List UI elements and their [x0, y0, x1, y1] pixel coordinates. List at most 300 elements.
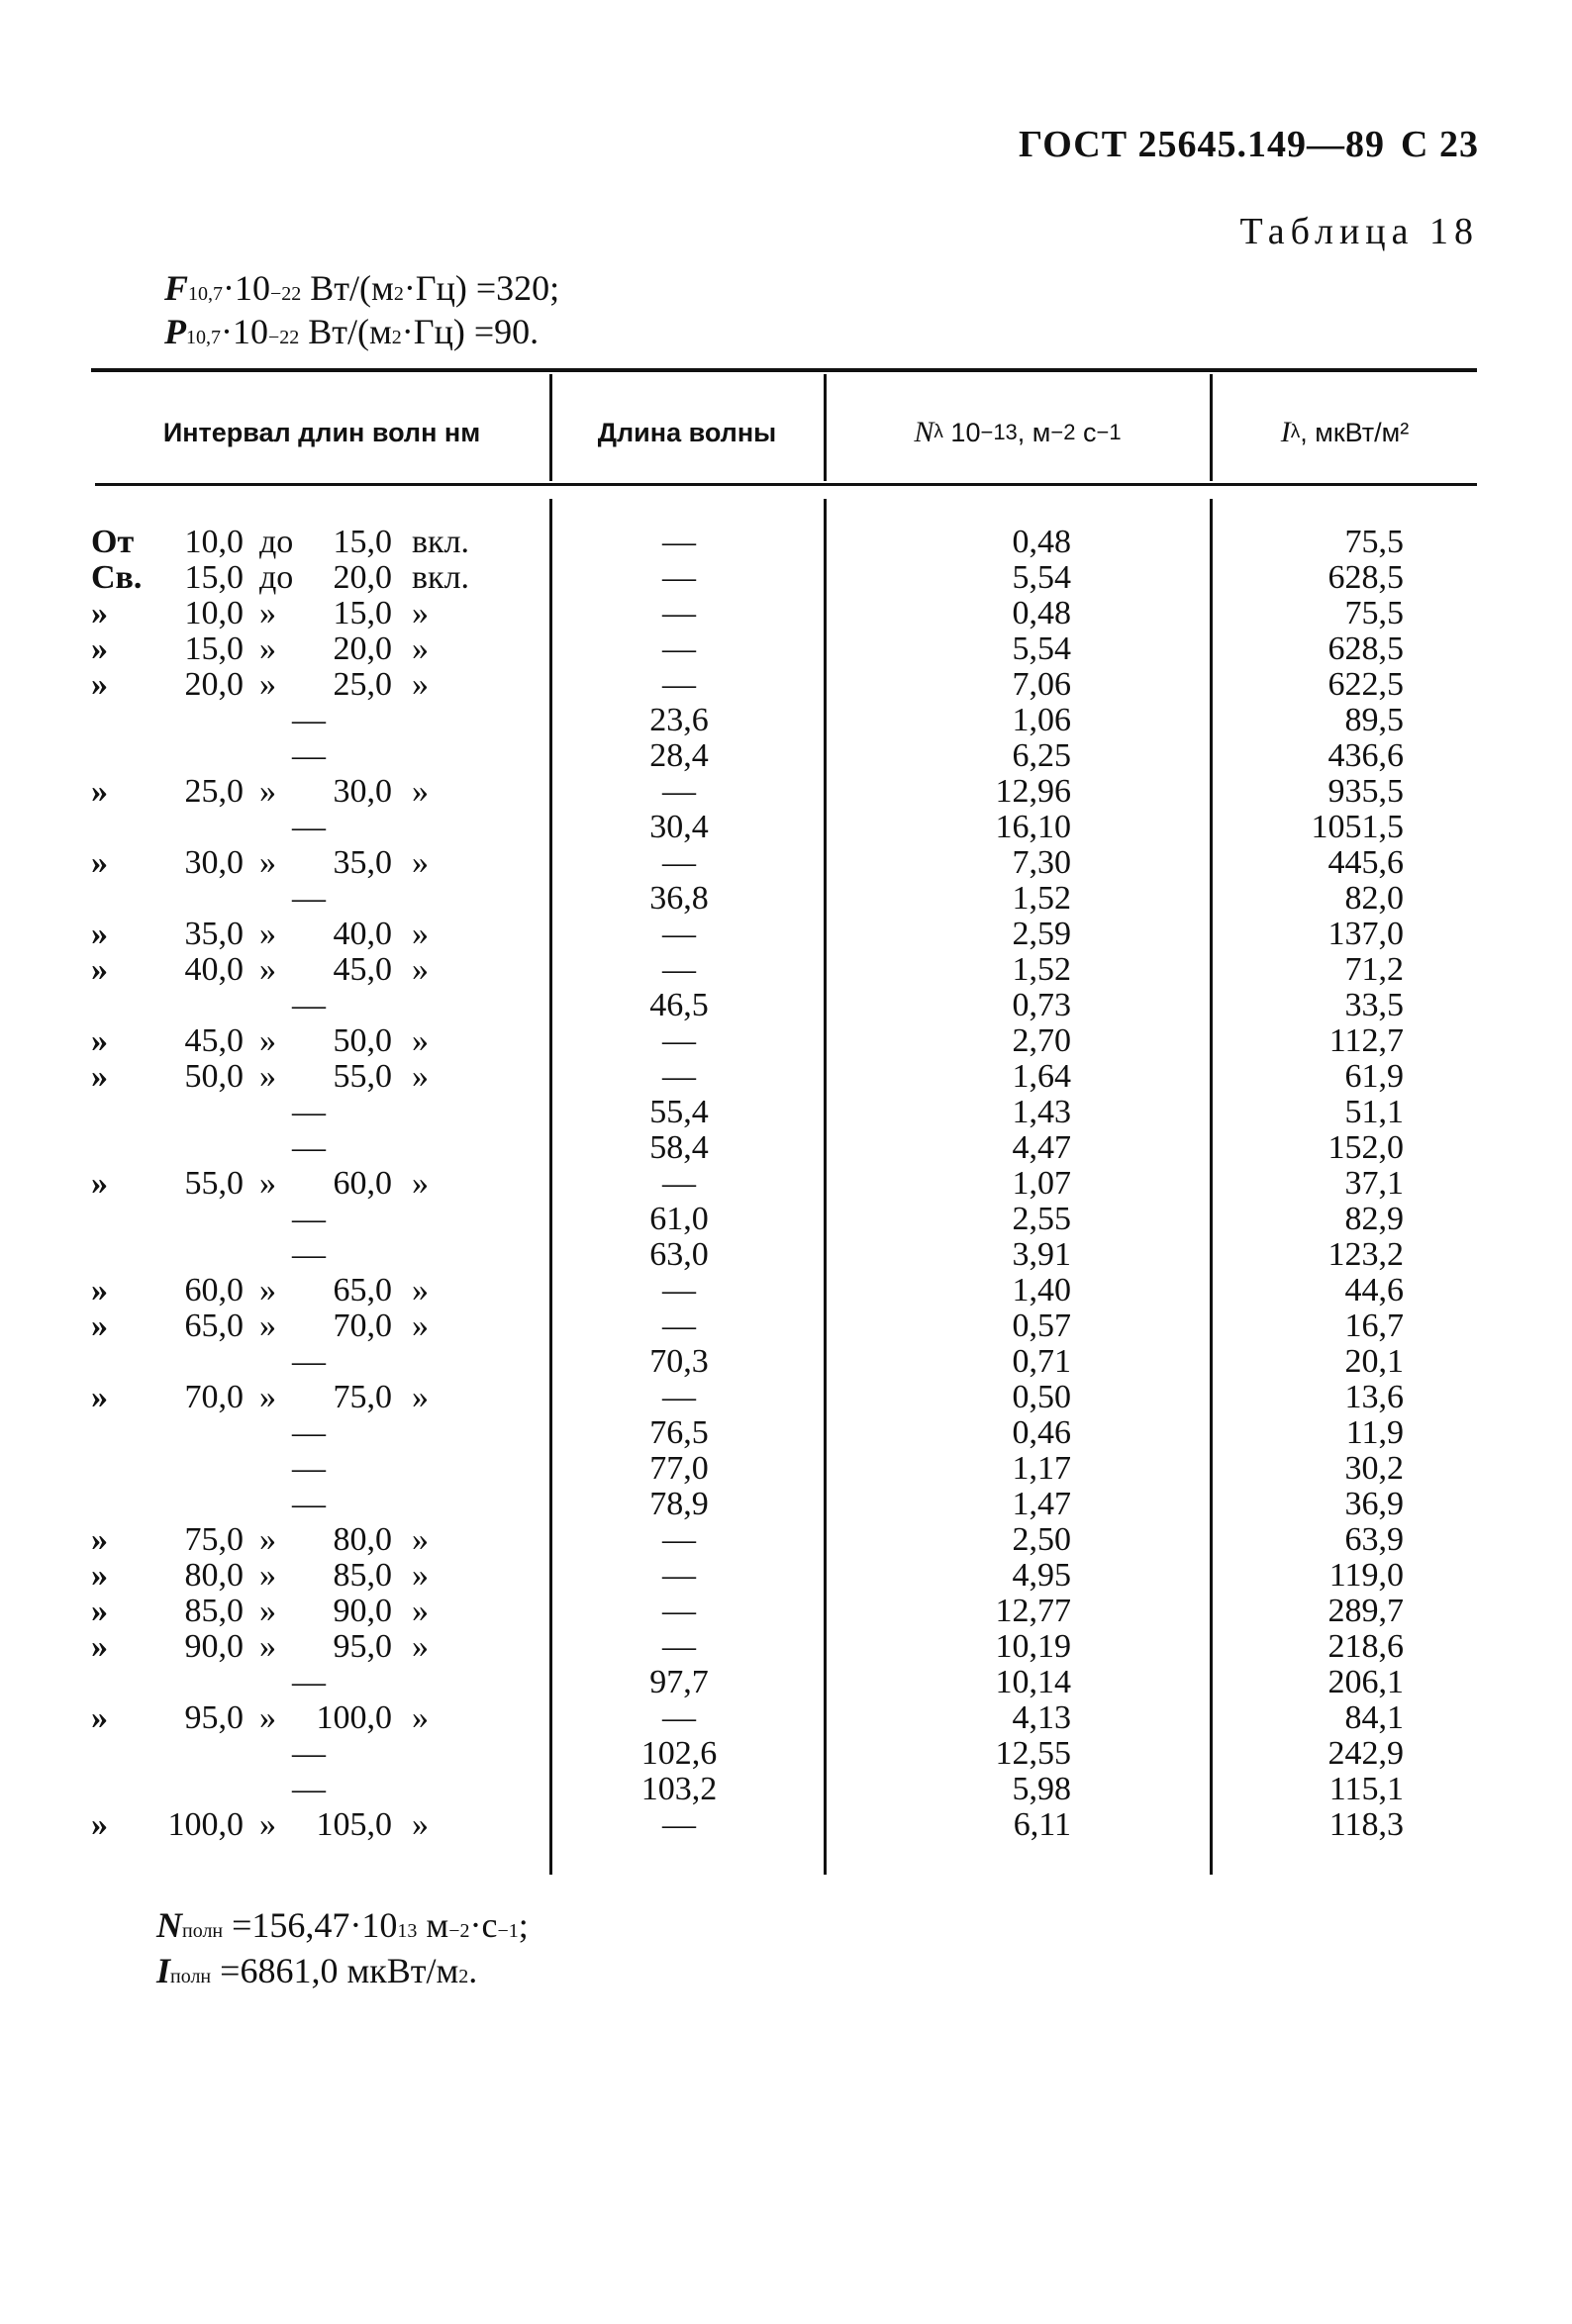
- total-n-unit-exp: −2: [448, 1920, 470, 1942]
- intensity-cell: 33,5: [1344, 987, 1404, 1023]
- total-flux-line: [156, 1905, 529, 1951]
- photon-flux-cell: 1,06: [1012, 702, 1071, 738]
- interval-to: 15,0: [333, 524, 392, 560]
- table-row: [0, 1344, 1572, 1380]
- wavelength-cell: 30,4: [649, 809, 709, 845]
- interval-dash: —: [292, 1129, 326, 1166]
- f-mult: ·10: [223, 268, 271, 308]
- interval-dash: —: [292, 1664, 326, 1700]
- photon-flux-cell: 12,96: [995, 773, 1071, 810]
- intensity-cell: 115,1: [1328, 1771, 1404, 1807]
- wavelength-cell: —: [662, 1379, 696, 1415]
- f-subscript: 10,7: [188, 283, 224, 305]
- total-n-tail: ;: [518, 1905, 529, 1945]
- interval-connector: »: [259, 666, 276, 703]
- interval-suffix: »: [412, 1022, 429, 1059]
- intensity-cell: 30,2: [1344, 1450, 1404, 1487]
- table-row: [0, 560, 1572, 596]
- interval-prefix: »: [91, 844, 108, 881]
- header-wavelength: Длина волны: [597, 417, 777, 447]
- standard-number: ГОСТ 25645.149—89: [1019, 124, 1386, 165]
- wavelength-cell: —: [662, 773, 696, 810]
- wavelength-cell: —: [662, 844, 696, 881]
- photon-flux-cell: 10,14: [995, 1664, 1071, 1700]
- wavelength-cell: 55,4: [649, 1094, 709, 1130]
- interval-to: 90,0: [333, 1593, 392, 1629]
- table-row: [0, 1594, 1572, 1629]
- photon-flux-cell: 7,30: [1012, 844, 1071, 881]
- page-number: С 23: [1401, 124, 1479, 165]
- i-subscript: λ: [1290, 422, 1301, 442]
- p-subscript: 10,7: [186, 327, 221, 348]
- interval-suffix: »: [412, 1806, 429, 1843]
- interval-connector: »: [259, 595, 276, 631]
- wavelength-cell: —: [662, 559, 696, 596]
- interval-to: 95,0: [333, 1628, 392, 1665]
- table-row: [0, 774, 1572, 810]
- intensity-cell: 628,5: [1327, 630, 1404, 667]
- interval-dash: —: [292, 1201, 326, 1237]
- interval-dash: —: [292, 1735, 326, 1772]
- interval-suffix: »: [412, 1272, 429, 1308]
- interval-prefix: »: [91, 1307, 108, 1344]
- interval-connector: до: [259, 559, 294, 596]
- interval-suffix: »: [412, 1593, 429, 1629]
- interval-prefix: »: [91, 1272, 108, 1308]
- interval-dash: —: [292, 1486, 326, 1522]
- interval-connector: до: [259, 524, 294, 560]
- table-row: [0, 525, 1572, 560]
- interval-from: 25,0: [184, 773, 244, 810]
- n-rest: 10: [942, 417, 981, 447]
- interval-dash: —: [292, 702, 326, 738]
- table-row: [0, 1522, 1572, 1558]
- table-row: [0, 881, 1572, 917]
- interval-connector: »: [259, 844, 276, 881]
- wavelength-cell: —: [662, 1699, 696, 1736]
- photon-flux-cell: 10,19: [995, 1628, 1071, 1665]
- i-symbol: I: [1280, 416, 1291, 448]
- interval-suffix: »: [412, 844, 429, 881]
- photon-flux-cell: 2,70: [1012, 1022, 1071, 1059]
- header-interval: Интервал длин волн нм: [162, 417, 481, 447]
- wavelength-cell: —: [662, 1058, 696, 1095]
- f-unit-exp: 2: [393, 283, 404, 305]
- interval-dash: —: [292, 1450, 326, 1487]
- interval-from: 65,0: [184, 1307, 244, 1344]
- interval-prefix: »: [91, 1806, 108, 1843]
- n-subscript: λ: [933, 422, 943, 442]
- interval-from: 90,0: [184, 1628, 244, 1665]
- table-row: [0, 917, 1572, 952]
- wavelength-cell: —: [662, 595, 696, 631]
- wavelength-cell: 70,3: [649, 1343, 709, 1380]
- table-row: [0, 1023, 1572, 1059]
- n-unit2: с: [1075, 417, 1097, 447]
- total-n-subscript: полн: [182, 1920, 224, 1942]
- n-unit: , м: [1017, 417, 1051, 447]
- intensity-cell: 63,9: [1344, 1521, 1404, 1558]
- interval-prefix: »: [91, 773, 108, 810]
- table-row: [0, 1202, 1572, 1237]
- table-row: [0, 1166, 1572, 1202]
- photon-flux-cell: 1,07: [1012, 1165, 1071, 1202]
- photon-flux-cell: 6,25: [1012, 737, 1071, 774]
- intensity-cell: 37,1: [1344, 1165, 1404, 1202]
- table-row: [0, 1558, 1572, 1594]
- interval-to: 60,0: [333, 1165, 392, 1202]
- interval-suffix: »: [412, 1699, 429, 1736]
- wavelength-cell: 58,4: [649, 1129, 709, 1166]
- interval-to: 50,0: [333, 1022, 392, 1059]
- n-symbol: N: [914, 416, 934, 448]
- interval-dash: —: [292, 1236, 326, 1273]
- table-caption: Таблица 18: [1239, 211, 1479, 252]
- interval-connector: »: [259, 1557, 276, 1594]
- intensity-cell: 152,0: [1327, 1129, 1404, 1166]
- interval-from: 85,0: [184, 1593, 244, 1629]
- photon-flux-cell: 0,48: [1012, 595, 1071, 631]
- wavelength-cell: —: [662, 1521, 696, 1558]
- interval-to: 35,0: [333, 844, 392, 881]
- interval-connector: »: [259, 1058, 276, 1095]
- table-row: [0, 738, 1572, 774]
- p-exponent: −22: [268, 327, 300, 348]
- n-unit-exp: −2: [1050, 420, 1076, 444]
- photon-flux-cell: 2,50: [1012, 1521, 1071, 1558]
- flux-conditions: [164, 269, 559, 356]
- wavelength-cell: 76,5: [649, 1414, 709, 1451]
- intensity-cell: 51,1: [1344, 1094, 1404, 1130]
- photon-flux-cell: 1,17: [1012, 1450, 1071, 1487]
- interval-prefix: »: [91, 666, 108, 703]
- interval-to: 55,0: [333, 1058, 392, 1095]
- table-row: [0, 1807, 1572, 1843]
- table-row: [0, 1380, 1572, 1415]
- table-row: [0, 1451, 1572, 1487]
- interval-from: 50,0: [184, 1058, 244, 1095]
- table-row: [0, 631, 1572, 667]
- intensity-cell: 123,2: [1327, 1236, 1404, 1273]
- photon-flux-cell: 3,91: [1012, 1236, 1071, 1273]
- intensity-cell: 242,9: [1327, 1735, 1404, 1772]
- interval-from: 20,0: [184, 666, 244, 703]
- interval-connector: »: [259, 1593, 276, 1629]
- wavelength-cell: 23,6: [649, 702, 709, 738]
- interval-suffix: »: [412, 630, 429, 667]
- wavelength-cell: —: [662, 1628, 696, 1665]
- interval-to: 15,0: [333, 595, 392, 631]
- f-symbol: F: [164, 268, 189, 308]
- interval-connector: »: [259, 1272, 276, 1308]
- total-n-unit: м: [417, 1905, 449, 1945]
- total-n-value: =156,47·10: [223, 1905, 398, 1945]
- intensity-cell: 20,1: [1344, 1343, 1404, 1380]
- p-unit: Вт/(м: [299, 312, 392, 351]
- wavelength-cell: —: [662, 666, 696, 703]
- photon-flux-cell: 12,77: [995, 1593, 1071, 1629]
- photon-flux-cell: 1,52: [1012, 951, 1071, 988]
- interval-from: 55,0: [184, 1165, 244, 1202]
- interval-prefix: »: [91, 916, 108, 952]
- interval-from: 75,0: [184, 1521, 244, 1558]
- photon-flux-cell: 16,10: [995, 809, 1071, 845]
- interval-dash: —: [292, 809, 326, 845]
- interval-suffix: »: [412, 1379, 429, 1415]
- total-n-exp: 13: [397, 1920, 418, 1942]
- table-row: [0, 1700, 1572, 1736]
- p107-line: [164, 313, 559, 356]
- intensity-cell: 112,7: [1328, 1022, 1404, 1059]
- total-n-unit-mid: ·с: [469, 1905, 498, 1945]
- interval-to: 85,0: [333, 1557, 392, 1594]
- total-intensity-line: [156, 1951, 529, 1996]
- photon-flux-cell: 0,73: [1012, 987, 1071, 1023]
- p-unit-exp: 2: [391, 327, 402, 348]
- p-symbol: P: [164, 312, 186, 351]
- intensity-cell: 1051,5: [1311, 809, 1404, 845]
- wavelength-cell: 102,6: [640, 1735, 718, 1772]
- table-row: [0, 1273, 1572, 1308]
- interval-suffix: »: [412, 951, 429, 988]
- table-top-rule: [91, 368, 1477, 372]
- table-row: [0, 810, 1572, 845]
- interval-to: 80,0: [333, 1521, 392, 1558]
- intensity-cell: 84,1: [1344, 1699, 1404, 1736]
- interval-suffix: »: [412, 773, 429, 810]
- photon-flux-cell: 5,54: [1012, 559, 1071, 596]
- interval-from: 95,0: [184, 1699, 244, 1736]
- interval-prefix: »: [91, 1521, 108, 1558]
- interval-connector: »: [259, 630, 276, 667]
- photon-flux-cell: 4,95: [1012, 1557, 1071, 1594]
- interval-dash: —: [292, 1343, 326, 1380]
- table-row: [0, 1308, 1572, 1344]
- interval-suffix: »: [412, 1058, 429, 1095]
- interval-suffix: »: [412, 1628, 429, 1665]
- interval-prefix: »: [91, 595, 108, 631]
- table-row: [0, 1059, 1572, 1095]
- wavelength-cell: 28,4: [649, 737, 709, 774]
- wavelength-cell: —: [662, 1165, 696, 1202]
- interval-from: 30,0: [184, 844, 244, 881]
- interval-from: 10,0: [184, 524, 244, 560]
- photon-flux-cell: 2,59: [1012, 916, 1071, 952]
- interval-to: 100,0: [316, 1699, 392, 1736]
- interval-to: 65,0: [333, 1272, 392, 1308]
- interval-connector: »: [259, 1379, 276, 1415]
- p-unit-tail: ·Гц) =90.: [401, 312, 540, 351]
- photon-flux-cell: 4,47: [1012, 1129, 1071, 1166]
- interval-connector: »: [259, 951, 276, 988]
- interval-to: 75,0: [333, 1379, 392, 1415]
- interval-dash: —: [292, 1771, 326, 1807]
- interval-dash: —: [292, 987, 326, 1023]
- interval-suffix: »: [412, 1307, 429, 1344]
- table-row: [0, 703, 1572, 738]
- table-row: [0, 952, 1572, 988]
- intensity-cell: 118,3: [1328, 1806, 1404, 1843]
- wavelength-cell: —: [662, 1272, 696, 1308]
- total-i-tail: .: [468, 1951, 478, 1990]
- table-row: [0, 1772, 1572, 1807]
- interval-suffix: »: [412, 1165, 429, 1202]
- photon-flux-cell: 0,46: [1012, 1414, 1071, 1451]
- table-row: [0, 1665, 1572, 1700]
- wavelength-cell: —: [662, 1593, 696, 1629]
- interval-prefix: »: [91, 1165, 108, 1202]
- intensity-cell: 436,6: [1327, 737, 1404, 774]
- interval-to: 30,0: [333, 773, 392, 810]
- interval-connector: »: [259, 1521, 276, 1558]
- photon-flux-cell: 2,55: [1012, 1201, 1071, 1237]
- table-row: [0, 1415, 1572, 1451]
- i-unit: , мкВт/м²: [1300, 417, 1410, 447]
- wavelength-cell: 46,5: [649, 987, 709, 1023]
- wavelength-cell: 36,8: [649, 880, 709, 917]
- table-row: [0, 1130, 1572, 1166]
- intensity-cell: 137,0: [1327, 916, 1404, 952]
- wavelength-cell: 77,0: [649, 1450, 709, 1487]
- photon-flux-cell: 7,06: [1012, 666, 1071, 703]
- table-row: [0, 988, 1572, 1023]
- f-unit: Вт/(м: [301, 268, 394, 308]
- interval-from: 10,0: [184, 595, 244, 631]
- intensity-cell: 13,6: [1344, 1379, 1404, 1415]
- interval-connector: »: [259, 916, 276, 952]
- f-unit-tail: ·Гц) =320;: [403, 268, 560, 308]
- table-header-rule: [95, 483, 1477, 486]
- wavelength-cell: 63,0: [649, 1236, 709, 1273]
- intensity-cell: 206,1: [1327, 1664, 1404, 1700]
- interval-connector: »: [259, 1699, 276, 1736]
- wavelength-cell: 97,7: [649, 1664, 709, 1700]
- photon-flux-cell: 1,52: [1012, 880, 1071, 917]
- interval-from: 35,0: [184, 916, 244, 952]
- wavelength-cell: —: [662, 524, 696, 560]
- interval-from: 100,0: [167, 1806, 244, 1843]
- intensity-cell: 82,9: [1344, 1201, 1404, 1237]
- wavelength-cell: —: [662, 951, 696, 988]
- wavelength-cell: 78,9: [649, 1486, 709, 1522]
- photon-flux-cell: 1,47: [1012, 1486, 1071, 1522]
- total-i-subscript: полн: [170, 1966, 212, 1987]
- intensity-cell: 16,7: [1344, 1307, 1404, 1344]
- photon-flux-cell: 0,50: [1012, 1379, 1071, 1415]
- intensity-cell: 119,0: [1328, 1557, 1404, 1594]
- interval-prefix: »: [91, 1628, 108, 1665]
- interval-suffix: »: [412, 916, 429, 952]
- table-row: [0, 1736, 1572, 1772]
- interval-to: 45,0: [333, 951, 392, 988]
- table-row: [0, 1629, 1572, 1665]
- interval-suffix: »: [412, 1521, 429, 1558]
- interval-prefix: От: [91, 524, 135, 560]
- wavelength-cell: —: [662, 630, 696, 667]
- n-unit2-exp: −1: [1096, 420, 1122, 444]
- total-i-unit-exp: 2: [458, 1966, 469, 1987]
- interval-dash: —: [292, 737, 326, 774]
- interval-from: 60,0: [184, 1272, 244, 1308]
- wavelength-cell: —: [662, 1557, 696, 1594]
- table-row: [0, 845, 1572, 881]
- total-n-symbol: N: [156, 1905, 182, 1945]
- photon-flux-cell: 0,71: [1012, 1343, 1071, 1380]
- interval-prefix: »: [91, 1557, 108, 1594]
- intensity-cell: 218,6: [1327, 1628, 1404, 1665]
- f107-line: [164, 269, 559, 313]
- interval-dash: —: [292, 1094, 326, 1130]
- table-row: [0, 1095, 1572, 1130]
- intensity-cell: 289,7: [1327, 1593, 1404, 1629]
- intensity-cell: 44,6: [1344, 1272, 1404, 1308]
- interval-dash: —: [292, 880, 326, 917]
- wavelength-cell: 61,0: [649, 1201, 709, 1237]
- interval-to: 70,0: [333, 1307, 392, 1344]
- n-exp: −13: [980, 420, 1018, 444]
- photon-flux-cell: 5,98: [1012, 1771, 1071, 1807]
- page-header: [1019, 123, 1479, 166]
- intensity-cell: 622,5: [1327, 666, 1404, 703]
- wavelength-cell: —: [662, 1022, 696, 1059]
- interval-from: 45,0: [184, 1022, 244, 1059]
- intensity-cell: 89,5: [1344, 702, 1404, 738]
- photon-flux-cell: 0,57: [1012, 1307, 1071, 1344]
- interval-prefix: »: [91, 1022, 108, 1059]
- total-i-symbol: I: [156, 1951, 171, 1990]
- interval-to: 20,0: [333, 630, 392, 667]
- interval-from: 15,0: [184, 559, 244, 596]
- interval-connector: »: [259, 1307, 276, 1344]
- intensity-cell: 11,9: [1345, 1414, 1404, 1451]
- f-exponent: −22: [270, 283, 302, 305]
- interval-suffix: »: [412, 1557, 429, 1594]
- table-row: [0, 1487, 1572, 1522]
- interval-connector: »: [259, 1806, 276, 1843]
- intensity-cell: 75,5: [1344, 524, 1404, 560]
- interval-suffix: »: [412, 595, 429, 631]
- interval-prefix: Св.: [91, 559, 143, 596]
- photon-flux-cell: 6,11: [1013, 1806, 1071, 1843]
- interval-to: 105,0: [316, 1806, 392, 1843]
- photon-flux-cell: 12,55: [995, 1735, 1071, 1772]
- wavelength-cell: —: [662, 916, 696, 952]
- header-intensity: [1213, 388, 1477, 477]
- photon-flux-cell: 5,54: [1012, 630, 1071, 667]
- intensity-cell: 61,9: [1344, 1058, 1404, 1095]
- p-mult: ·10: [221, 312, 268, 351]
- interval-to: 25,0: [333, 666, 392, 703]
- total-n-unit-exp2: −1: [497, 1920, 519, 1942]
- interval-prefix: »: [91, 1379, 108, 1415]
- header-photon-flux: [827, 388, 1209, 477]
- interval-to: 40,0: [333, 916, 392, 952]
- interval-prefix: »: [91, 951, 108, 988]
- intensity-cell: 628,5: [1327, 559, 1404, 596]
- photon-flux-cell: 4,13: [1012, 1699, 1071, 1736]
- interval-from: 40,0: [184, 951, 244, 988]
- interval-connector: »: [259, 1165, 276, 1202]
- photon-flux-cell: 1,64: [1012, 1058, 1071, 1095]
- interval-to: 20,0: [333, 559, 392, 596]
- interval-prefix: »: [91, 630, 108, 667]
- intensity-cell: 82,0: [1344, 880, 1404, 917]
- photon-flux-cell: 1,40: [1012, 1272, 1071, 1308]
- total-i-value: =6861,0 мкВт/м: [211, 1951, 459, 1990]
- interval-suffix: вкл.: [412, 559, 470, 596]
- photon-flux-cell: 1,43: [1012, 1094, 1071, 1130]
- interval-prefix: »: [91, 1699, 108, 1736]
